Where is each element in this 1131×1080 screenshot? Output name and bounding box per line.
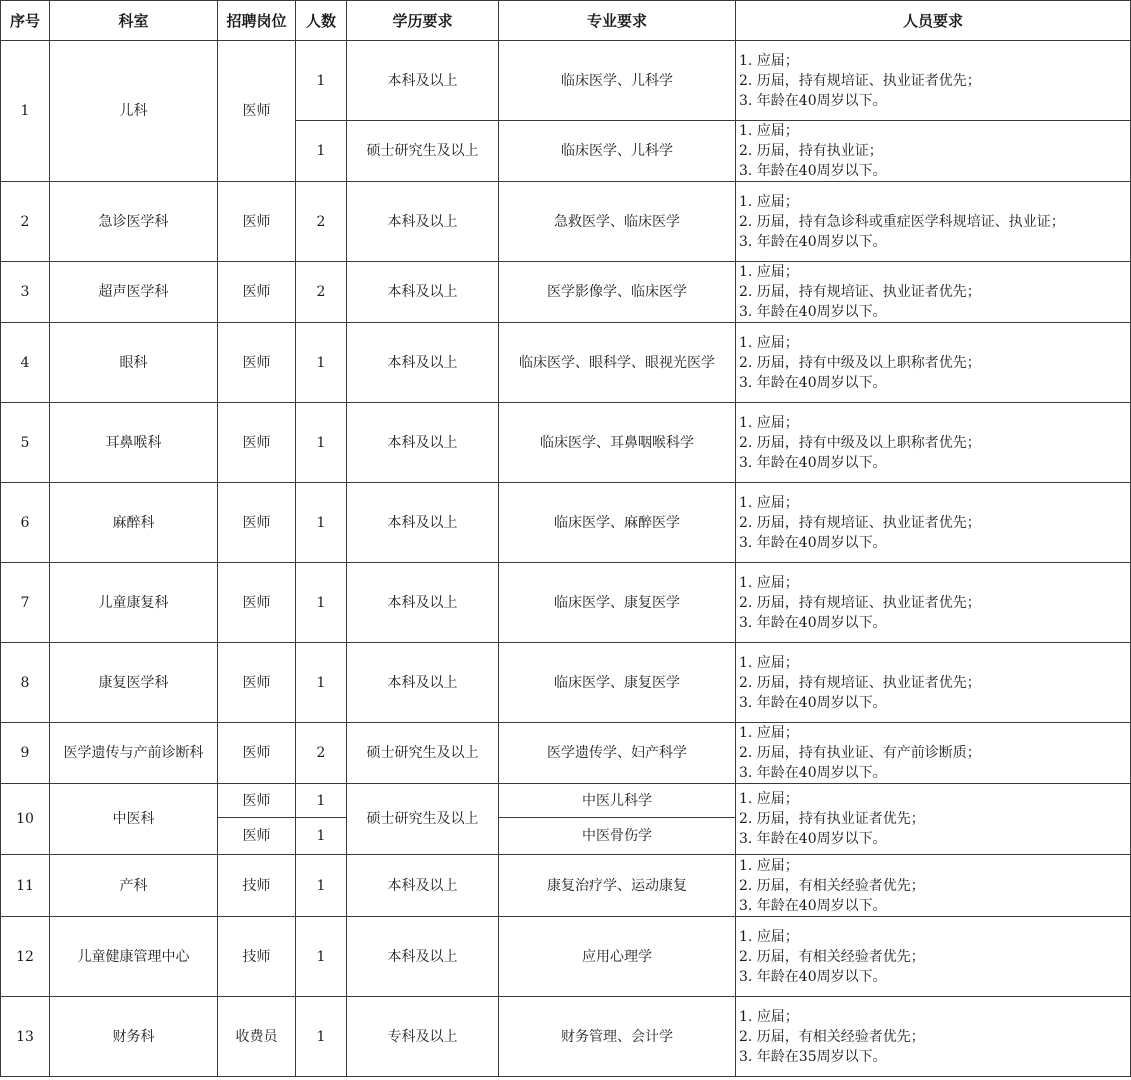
cell-post: 医师 [218,818,296,855]
req-line: 2. 历届，持有规培证、执业证者优先； [739,674,981,691]
cell-major: 急救医学、临床医学 [499,182,736,262]
req-line: 3. 年龄在35周岁以下。 [739,1048,887,1065]
cell-edu: 本科及以上 [347,41,499,121]
req-line: 2. 历届，有相关经验者优先； [739,877,925,894]
cell-post: 医师 [218,403,296,483]
header-no: 序号 [1,1,50,41]
cell-count: 1 [296,784,347,818]
cell-dept: 耳鼻喉科 [50,403,218,483]
table-row [1,643,1131,723]
cell-no: 5 [1,403,50,483]
cell-major: 医学遗传学、妇产科学 [499,723,736,784]
req-line: 2. 历届，持有中级及以上职称者优先； [739,354,981,371]
req-line: 1. 应届； [739,334,799,351]
cell-req [736,784,1131,855]
cell-req [736,855,1131,917]
cell-edu: 本科及以上 [347,917,499,997]
cell-dept: 财务科 [50,997,218,1077]
req-line: 1. 应届； [739,414,799,431]
req-line: 1. 应届； [739,725,799,741]
cell-dept: 医学遗传与产前诊断科 [50,723,218,784]
cell-post: 收费员 [218,997,296,1077]
cell-major: 中医儿科学 [499,784,736,818]
req-line: 2. 历届，持有中级及以上职称者优先； [739,434,981,451]
table-row [1,917,1131,997]
cell-no: 2 [1,182,50,262]
req-line: 2. 历届，有相关经验者优先； [739,948,925,965]
cell-dept: 超声医学科 [50,262,218,323]
req-line: 2. 历届，持有急诊科或重症医学科规培证、执业证； [739,213,1065,230]
table-row [1,997,1131,1077]
cell-edu: 本科及以上 [347,182,499,262]
cell-count: 1 [296,41,347,121]
cell-major: 康复治疗学、运动康复 [499,855,736,917]
table-row [1,483,1131,563]
header-edu: 学历要求 [347,1,499,41]
req-line: 3. 年龄在40周岁以下。 [739,233,887,250]
cell-no: 4 [1,323,50,403]
cell-dept: 眼科 [50,323,218,403]
cell-req [736,121,1131,182]
cell-req [736,262,1131,323]
cell-post: 医师 [218,563,296,643]
table-row [1,262,1131,323]
cell-req [736,917,1131,997]
cell-no: 13 [1,997,50,1077]
cell-no: 1 [1,41,50,182]
cell-req [736,41,1131,121]
req-line: 2. 历届，持有规培证、执业证者优先； [739,514,981,531]
req-line: 3. 年龄在40周岁以下。 [739,831,887,847]
req-line: 3. 年龄在40周岁以下。 [739,765,887,781]
cell-req [736,483,1131,563]
req-line: 1. 应届； [739,654,799,671]
cell-edu: 专科及以上 [347,997,499,1077]
cell-count: 1 [296,563,347,643]
header-dept: 科室 [50,1,218,41]
cell-count: 1 [296,917,347,997]
cell-post: 医师 [218,723,296,784]
cell-edu: 本科及以上 [347,403,499,483]
req-line: 1. 应届； [739,123,799,139]
cell-post: 医师 [218,784,296,818]
cell-req [736,997,1131,1077]
req-line: 3. 年龄在40周岁以下。 [739,614,887,631]
cell-edu: 本科及以上 [347,483,499,563]
cell-edu: 本科及以上 [347,262,499,323]
req-line: 1. 应届； [739,928,799,945]
cell-count: 2 [296,182,347,262]
cell-no: 7 [1,563,50,643]
req-line: 1. 应届； [739,1008,799,1025]
req-line: 3. 年龄在40周岁以下。 [739,968,887,985]
cell-dept: 儿童健康管理中心 [50,917,218,997]
cell-major: 临床医学、耳鼻咽喉科学 [499,403,736,483]
table-row [1,563,1131,643]
table-row [1,182,1131,262]
req-line: 2. 历届，持有规培证、执业证者优先； [739,284,981,300]
cell-post: 医师 [218,483,296,563]
req-line: 3. 年龄在40周岁以下。 [739,454,887,471]
cell-count: 1 [296,818,347,855]
cell-post: 技师 [218,855,296,917]
cell-count: 1 [296,323,347,403]
header-count: 人数 [296,1,347,41]
cell-major: 临床医学、眼科学、眼视光医学 [499,323,736,403]
cell-edu: 本科及以上 [347,855,499,917]
header-major: 专业要求 [499,1,736,41]
cell-major: 财务管理、会计学 [499,997,736,1077]
cell-major: 临床医学、麻醉医学 [499,483,736,563]
cell-edu: 本科及以上 [347,643,499,723]
cell-post: 医师 [218,41,296,182]
cell-major: 临床医学、康复医学 [499,563,736,643]
table-row [1,784,1131,818]
cell-no: 10 [1,784,50,855]
cell-post: 技师 [218,917,296,997]
req-line: 3. 年龄在40周岁以下。 [739,694,887,711]
cell-count: 2 [296,262,347,323]
cell-major: 临床医学、儿科学 [499,41,736,121]
cell-major: 临床医学、康复医学 [499,643,736,723]
cell-req [736,403,1131,483]
req-line: 3. 年龄在40周岁以下。 [739,374,887,391]
cell-no: 3 [1,262,50,323]
cell-req [736,182,1131,262]
cell-edu: 硕士研究生及以上 [347,121,499,182]
cell-edu: 硕士研究生及以上 [347,784,499,855]
req-line: 2. 历届，持有规培证、执业证者优先； [739,72,981,89]
cell-no: 9 [1,723,50,784]
cell-dept: 急诊医学科 [50,182,218,262]
cell-req [736,563,1131,643]
cell-major: 临床医学、儿科学 [499,121,736,182]
req-line: 2. 历届，有相关经验者优先； [739,1028,925,1045]
req-line: 1. 应届； [739,193,799,210]
header-row [1,1,1131,41]
cell-count: 1 [296,997,347,1077]
cell-count: 1 [296,483,347,563]
cell-major: 应用心理学 [499,917,736,997]
cell-count: 1 [296,121,347,182]
cell-edu: 本科及以上 [347,323,499,403]
cell-dept: 产科 [50,855,218,917]
cell-no: 12 [1,917,50,997]
cell-req [736,643,1131,723]
cell-count: 2 [296,723,347,784]
cell-dept: 麻醉科 [50,483,218,563]
cell-count: 1 [296,403,347,483]
req-line: 3. 年龄在40周岁以下。 [739,534,887,551]
req-line: 1. 应届； [739,264,799,280]
header-post: 招聘岗位 [218,1,296,41]
req-line: 2. 历届，持有执业证、有产前诊断质； [739,745,981,761]
req-line: 1. 应届； [739,857,799,874]
cell-no: 8 [1,643,50,723]
req-line: 1. 应届； [739,791,799,807]
cell-dept: 儿科 [50,41,218,182]
cell-req [736,323,1131,403]
req-line: 3. 年龄在40周岁以下。 [739,304,887,320]
req-line: 1. 应届； [739,574,799,591]
cell-no: 11 [1,855,50,917]
req-line: 2. 历届，持有执业证者优先； [739,811,925,827]
cell-dept: 中医科 [50,784,218,855]
req-line: 1. 应届； [739,52,799,69]
cell-post: 医师 [218,182,296,262]
cell-no: 6 [1,483,50,563]
cell-major: 医学影像学、临床医学 [499,262,736,323]
table-row [1,403,1131,483]
cell-major: 中医骨伤学 [499,818,736,855]
table-row [1,855,1131,917]
cell-count: 1 [296,643,347,723]
req-line: 3. 年龄在40周岁以下。 [739,92,887,109]
table-row [1,723,1131,784]
table-row [1,323,1131,403]
req-line: 3. 年龄在40周岁以下。 [739,163,887,179]
req-line: 1. 应届； [739,494,799,511]
cell-post: 医师 [218,262,296,323]
req-line: 2. 历届，持有执业证； [739,143,883,159]
cell-post: 医师 [218,643,296,723]
req-line: 3. 年龄在40周岁以下。 [739,897,887,914]
cell-dept: 康复医学科 [50,643,218,723]
cell-edu: 本科及以上 [347,563,499,643]
req-line: 2. 历届，持有规培证、执业证者优先； [739,594,981,611]
cell-post: 医师 [218,323,296,403]
table-row [1,41,1131,121]
cell-dept: 儿童康复科 [50,563,218,643]
cell-edu: 硕士研究生及以上 [347,723,499,784]
cell-count: 1 [296,855,347,917]
header-req: 人员要求 [736,1,1131,41]
cell-req [736,723,1131,784]
